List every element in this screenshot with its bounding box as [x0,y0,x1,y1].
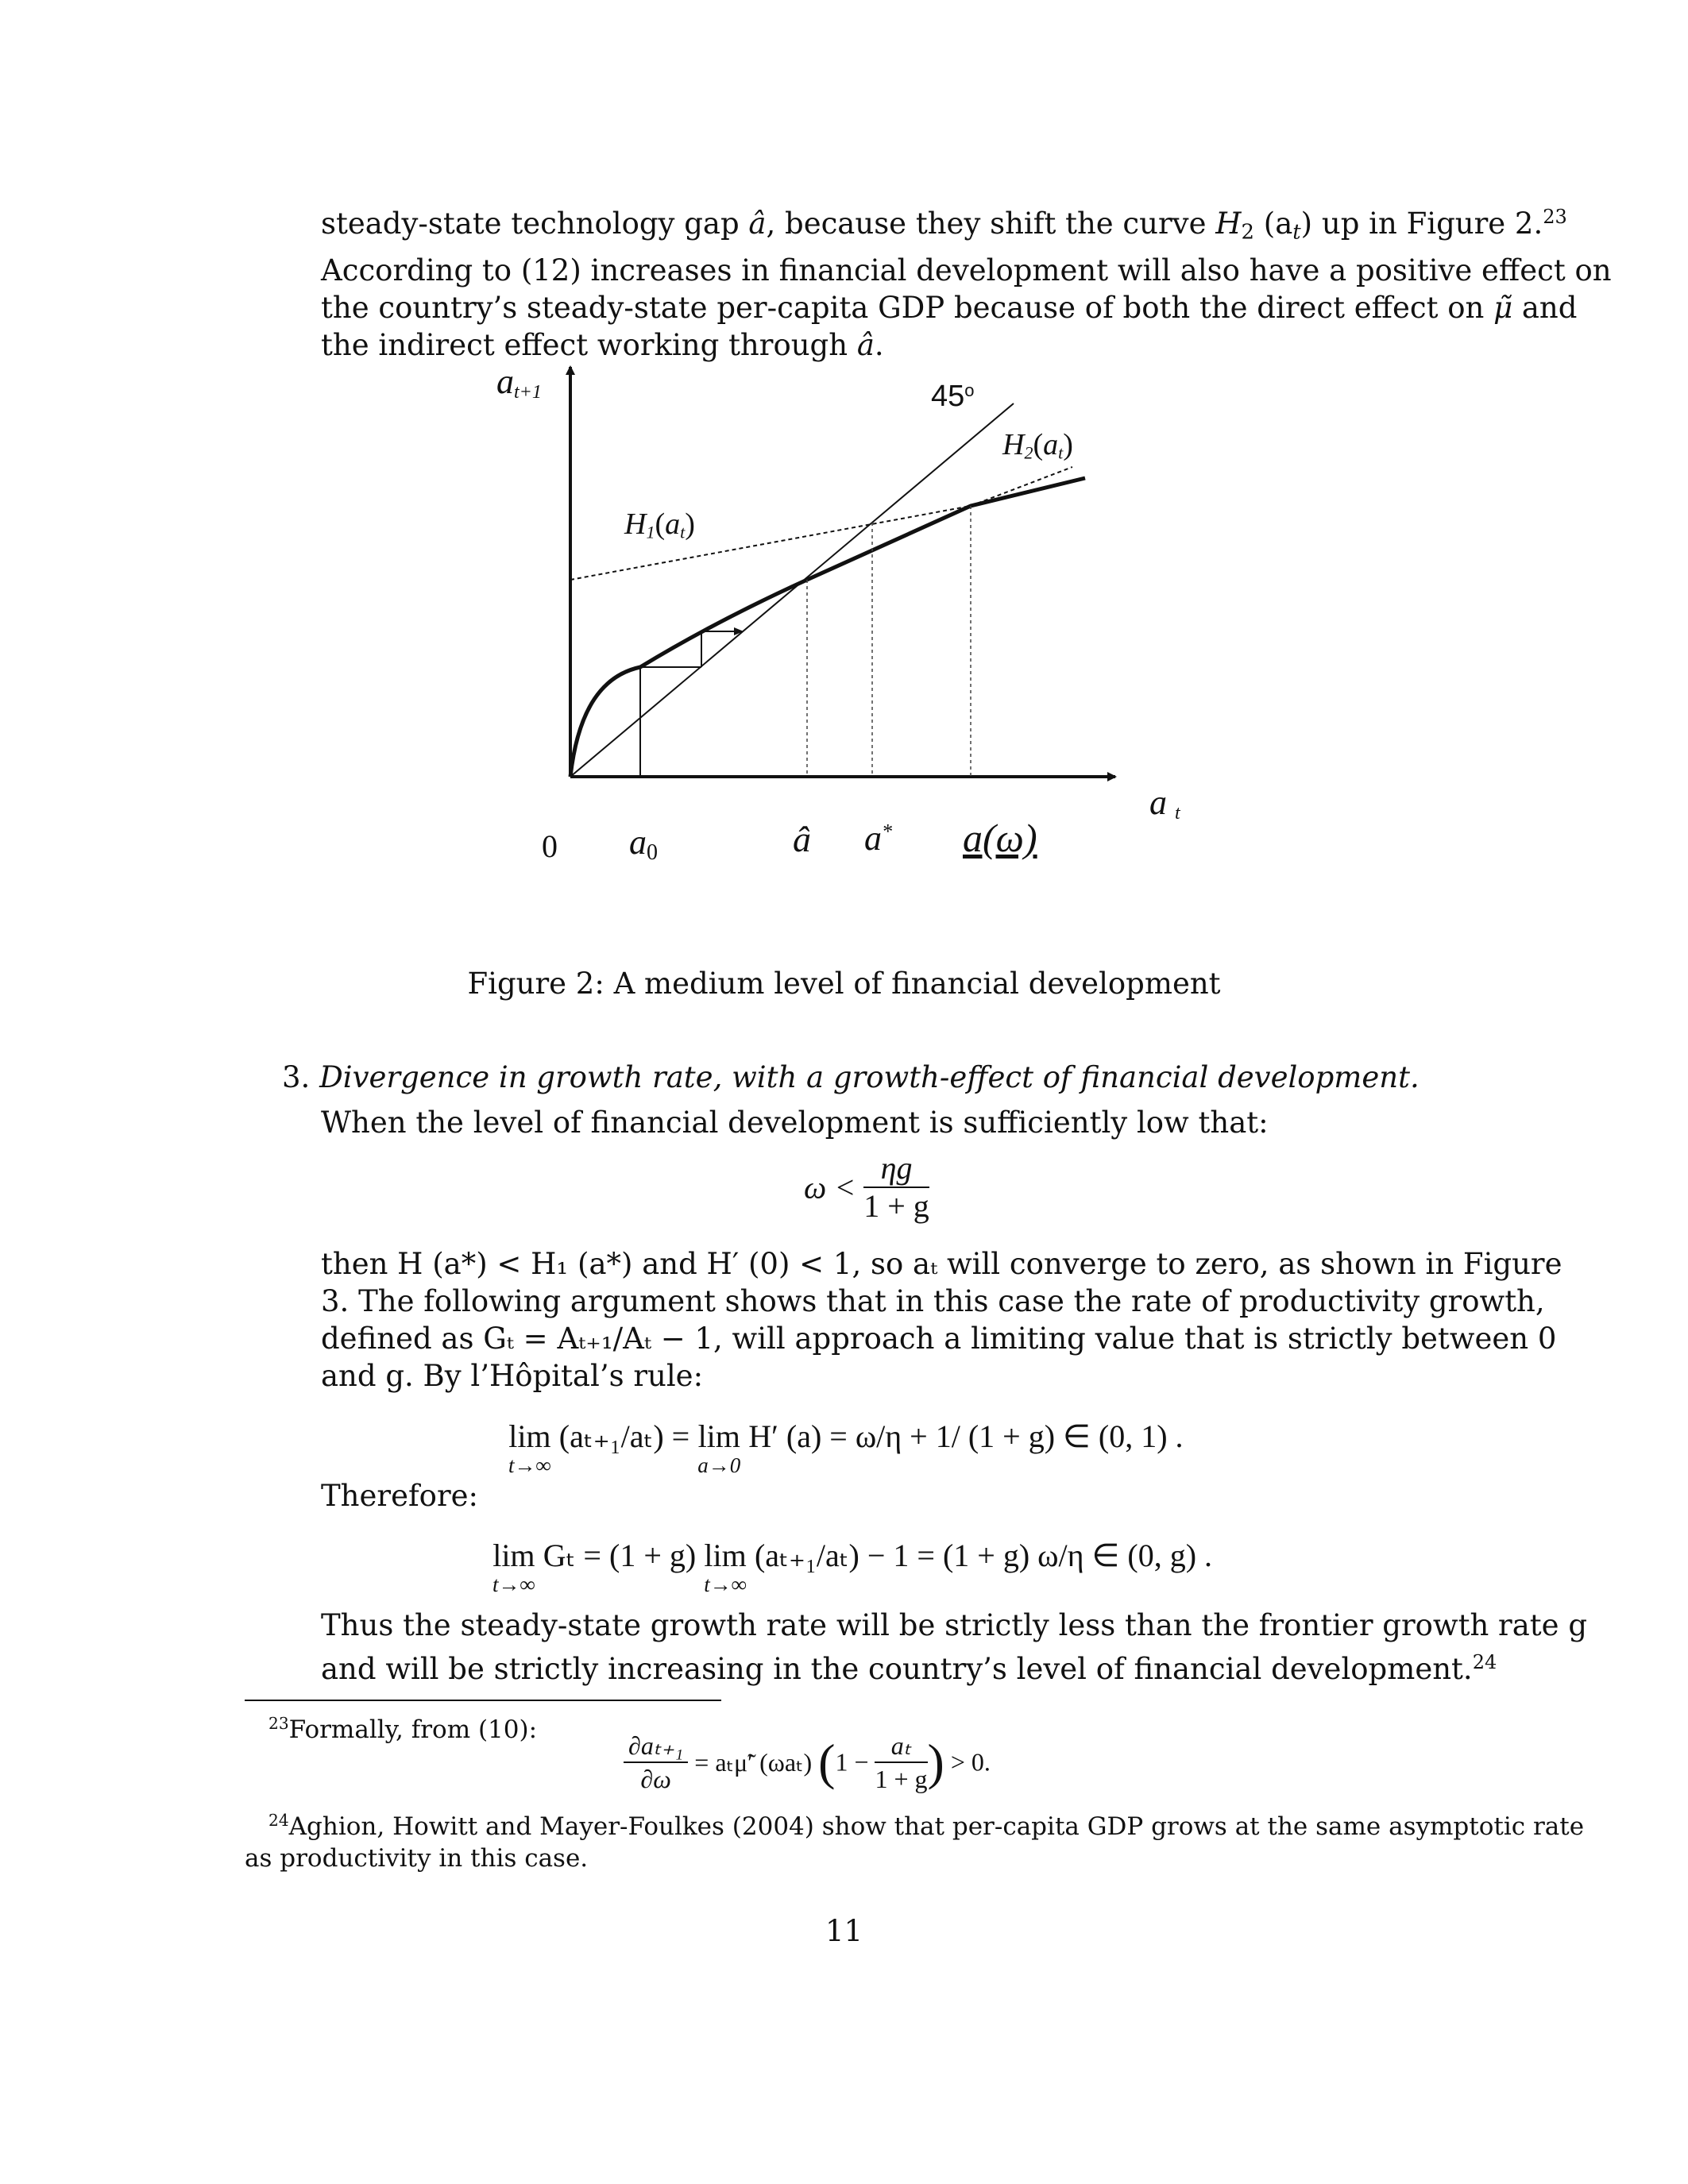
tick-ahat: â [793,819,811,859]
footnote-ref-23: 23 [1543,206,1567,228]
footnote-23-equation: $\frac{\text{∂aₜ₊₁}}{\partial\omega}$ = aₜμ̃′ (ωaₜ) (1 − $\frac{\text{aₜ}}{1 + g}$ ) > 0. [624,1730,991,1795]
figure-2-diagram [0,0,1688,921]
intro-line-1: steady-state technology gap â, because they shift the curve $H_2$ $(a_t)$ up in Figure 2.23 [321,206,1567,245]
line-45-label: 45$^o$ [931,380,975,413]
h2-label: $H_2(a_t)$ [1002,428,1073,463]
tick-zero: 0 [542,828,558,864]
intro-line-2: According to (12) increases in financial development will also have a positive effect on [321,253,1612,287]
item-3-paragraph-3: Thus the steady-state growth rate will be strictly less than the frontier growth rate g and will be strictly increasing in the country’s level of financial development.$^{24}$ [321,1608,1588,1687]
item-3-line-1: When the level of financial development is sufficiently low that: [321,1106,1269,1140]
lhopital-equation: lim t→∞ (aₜ₊₁/aₜ) = lim a→0 H′ (a) = ω/η + 1/ (1 + g) ∈ (0, 1) . [508,1418,1184,1477]
tick-aomega: a(ω) [963,816,1037,860]
intro-line-3: the country’s steady-state per-capita GDP because of both the direct effect on μ̃ and [321,290,1578,325]
line-45-degree [570,403,1014,777]
growth-limit-equation: lim t→∞ Gₜ = (1 + g) lim t→∞ (aₜ₊₁/aₜ) − 1 = (1 + g) ω/η ∈ (0, g) . [492,1538,1213,1596]
therefore-text: Therefore: [321,1479,479,1513]
item-title: Divergence in growth rate, with a growth-effect of financial development. [319,1060,1420,1094]
footnote-24: $^{24}$Aghion, Howitt and Mayer-Foulkes (2004) show that per-capita GDP grows at the same asymptotic rate as productivity in this case. [245,1811,1585,1873]
item-number: 3. [282,1060,311,1094]
footnote-ref-24: 24 [1472,1651,1497,1673]
h1-label: $H_1(a_t)$ [624,507,695,542]
footnote-23: $^{23}$Formally, from (10): [268,1714,538,1745]
intro-line-4: the indirect effect working through â. [321,327,884,362]
item-3-paragraph-2: then H (a*) < H₁ (a*) and H′ (0) < 1, so aₜ will converge to zero, as shown in Figure 3. The following argument shows that in this case the rate of productivity growth, defined as Gₜ = Aₜ₊₁/Aₜ − 1, will approach a limiting value that is strictly between 0 and g. By l’Hôpital’s rule: [321,1247,1562,1393]
figure-caption: Figure 2: A medium level of financial development [467,967,1221,1001]
y-axis-label: $a_{t+1}$ [496,362,542,403]
page-number: 11 [825,1914,863,1948]
tick-a0: $a_0$ [629,823,658,865]
condition-equation: ω < $\frac{\eta g}{1 + g}$ [804,1150,929,1224]
x-axis-label: a $_t$ [1149,783,1180,824]
tick-astar: a* [864,819,892,858]
footnote-rule [245,1700,721,1701]
item-3-heading [282,1060,1420,1094]
